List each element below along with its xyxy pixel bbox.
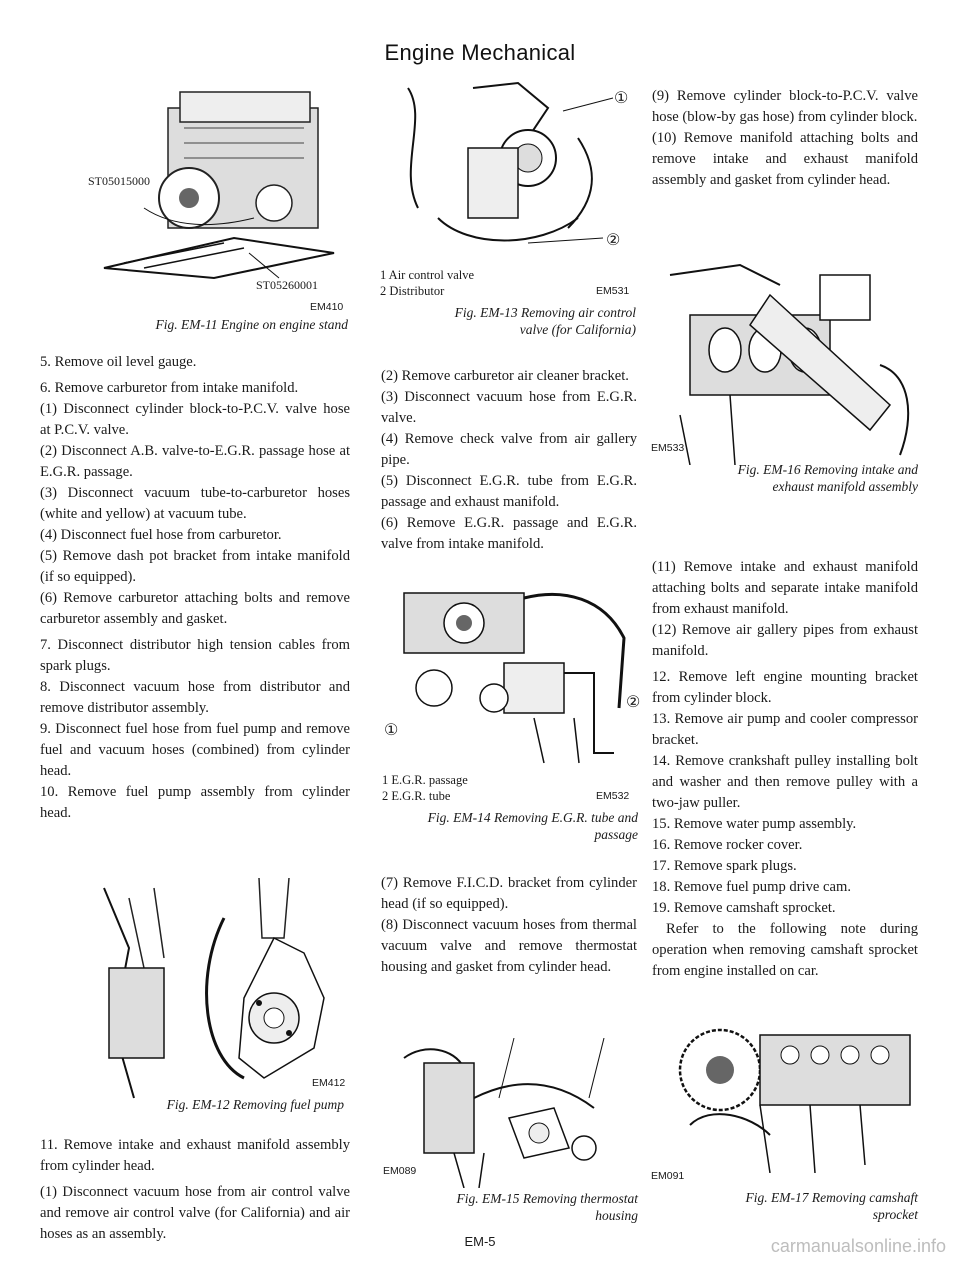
figure-em15-caption-line-2: housing bbox=[595, 1208, 638, 1223]
column-2b-text bbox=[381, 873, 637, 978]
figure-em15-caption-line-1: Fig. EM-15 Removing thermostat bbox=[456, 1191, 638, 1206]
text-paragraph: (4) Remove check valve from air gallery pipe. bbox=[381, 431, 637, 468]
text-paragraph: 10. Remove fuel pump assembly from cylinder head. bbox=[40, 784, 350, 821]
figure-em13-legend bbox=[380, 267, 560, 299]
text-paragraph: 14. Remove crankshaft pulley installing bolt and washer and then remove pulley with a two-jaw puller. bbox=[652, 753, 918, 811]
figure-em16-code: EM533 bbox=[651, 442, 685, 454]
figure-em12-image bbox=[84, 878, 340, 1103]
text-paragraph: 13. Remove air pump and cooler compressor bracket. bbox=[652, 711, 918, 748]
figure-em11-code: EM410 bbox=[310, 301, 344, 313]
figure-em17-caption bbox=[662, 1189, 918, 1223]
text-paragraph: 12. Remove left engine mounting bracket from cylinder block. bbox=[652, 669, 918, 706]
column-2a-text bbox=[381, 366, 637, 555]
figure-em14-legend bbox=[382, 772, 562, 804]
figure-em13-image bbox=[378, 78, 636, 270]
text-paragraph: 9. Disconnect fuel hose from fuel pump and remove fuel and vacuum hoses (combined) from cylinder head. bbox=[40, 721, 350, 779]
text-paragraph: 11. Remove intake and exhaust manifold assembly from cylinder head. bbox=[40, 1137, 350, 1174]
column-1b-text bbox=[40, 1135, 350, 1245]
figure-em15-caption bbox=[382, 1190, 638, 1224]
text-paragraph: 7. Disconnect distributor high tension cables from spark plugs. bbox=[40, 637, 350, 674]
figure-em14-caption-line-2: passage bbox=[594, 827, 638, 842]
figure-em13-code: EM531 bbox=[596, 285, 630, 297]
column-3a-text bbox=[652, 86, 918, 191]
figure-em14-caption-line-1: Fig. EM-14 Removing E.G.R. tube and bbox=[427, 810, 638, 825]
figure-em17-caption-line-2: sprocket bbox=[872, 1207, 918, 1222]
figure-em15-code: EM089 bbox=[383, 1165, 417, 1177]
figure-em13-callout-2: ② bbox=[606, 232, 621, 249]
figure-em14-callout-1: ① bbox=[384, 722, 399, 739]
figure-em11-caption: Fig. EM-11 Engine on engine stand bbox=[155, 317, 348, 332]
figure-em14-image bbox=[384, 578, 640, 768]
figure-em14-callout-2: ② bbox=[626, 694, 641, 711]
text-paragraph: (3) Disconnect vacuum hose from E.G.R. valve. bbox=[381, 389, 637, 426]
figure-em14-legend-item: 1 E.G.R. passage bbox=[382, 773, 468, 787]
text-paragraph: (1) Disconnect vacuum hose from air control valve and remove air control valve (for California) and air hoses as an assembly. bbox=[40, 1184, 350, 1242]
text-paragraph: (6) Remove E.G.R. passage and E.G.R. valve from intake manifold. bbox=[381, 515, 637, 552]
text-paragraph: 18. Remove fuel pump drive cam. bbox=[652, 879, 851, 895]
figure-em14-code: EM532 bbox=[596, 790, 630, 802]
figure-em13-callout-1: ① bbox=[614, 90, 629, 107]
text-paragraph: 19. Remove camshaft sprocket. bbox=[652, 900, 836, 916]
figure-em17-image bbox=[660, 1015, 922, 1173]
text-paragraph: (7) Remove F.I.C.D. bracket from cylinder head (if so equipped). bbox=[381, 875, 637, 912]
figure-em17-code: EM091 bbox=[651, 1170, 685, 1182]
text-paragraph: (4) Disconnect fuel hose from carburetor. bbox=[40, 527, 282, 543]
text-paragraph: (2) Remove carburetor air cleaner bracket. bbox=[381, 368, 629, 384]
figure-em11-label-a: ST05015000 bbox=[88, 174, 151, 188]
text-paragraph: 5. Remove oil level gauge. bbox=[40, 354, 197, 370]
figure-em13-caption-line-2: valve (for California) bbox=[519, 322, 636, 337]
text-paragraph: (10) Remove manifold attaching bolts and remove intake and exhaust manifold assembly and gasket from cylinder head. bbox=[652, 130, 918, 188]
text-paragraph: 6. Remove carburetor from intake manifold. bbox=[40, 380, 299, 396]
text-paragraph: (9) Remove cylinder block-to-P.C.V. valve hose (blow-by gas hose) from cylinder block. bbox=[652, 88, 918, 125]
figure-em12-code: EM412 bbox=[312, 1077, 346, 1089]
figure-em11-label-b: ST05260001 bbox=[256, 278, 319, 292]
figure-em17-caption-line-1: Fig. EM-17 Removing camshaft bbox=[745, 1190, 918, 1205]
text-paragraph: (8) Disconnect vacuum hoses from thermal vacuum valve and remove thermostat housing and gasket from cylinder head. bbox=[381, 917, 637, 975]
figure-em14-caption bbox=[382, 809, 638, 843]
page-number: EM-5 bbox=[464, 1234, 496, 1249]
figure-em13-caption-line-1: Fig. EM-13 Removing air control bbox=[454, 305, 636, 320]
figure-em16-image bbox=[660, 255, 922, 465]
text-paragraph: (5) Remove dash pot bracket from intake manifold (if so equipped). bbox=[40, 548, 350, 585]
text-paragraph: 15. Remove water pump assembly. bbox=[652, 816, 857, 832]
text-paragraph: (3) Disconnect vacuum tube-to-carburetor hoses (white and yellow) at vacuum tube. bbox=[40, 485, 350, 522]
column-3b-text bbox=[652, 557, 918, 982]
text-paragraph: Refer to the following note during operation when removing camshaft sprocket from engine installed on car. bbox=[652, 921, 918, 979]
figure-em16-caption bbox=[660, 461, 918, 495]
text-paragraph: 8. Disconnect vacuum hose from distributor and remove distributor assembly. bbox=[40, 679, 350, 716]
page-header: Engine Mechanical bbox=[384, 40, 576, 65]
text-paragraph: (11) Remove intake and exhaust manifold attaching bolts and separate intake manifold from exhaust manifold. bbox=[652, 559, 918, 617]
text-paragraph: (5) Disconnect E.G.R. tube from E.G.R. passage and exhaust manifold. bbox=[381, 473, 637, 510]
figure-em13-caption bbox=[380, 304, 636, 338]
figure-em13-legend-item: 2 Distributor bbox=[380, 284, 445, 298]
column-1-text bbox=[40, 352, 350, 824]
text-paragraph: (2) Disconnect A.B. valve-to-E.G.R. passage hose at E.G.R. passage. bbox=[40, 443, 350, 480]
figure-em14-legend-item: 2 E.G.R. tube bbox=[382, 789, 451, 803]
text-paragraph: (6) Remove carburetor attaching bolts and remove carburetor assembly and gasket. bbox=[40, 590, 350, 627]
text-paragraph: (12) Remove air gallery pipes from exhaust manifold. bbox=[652, 622, 918, 659]
figure-em16-caption-line-2: exhaust manifold assembly bbox=[772, 479, 918, 494]
figure-em12-caption: Fig. EM-12 Removing fuel pump bbox=[166, 1097, 344, 1112]
figure-em13-legend-item: 1 Air control valve bbox=[380, 268, 475, 282]
text-paragraph: 16. Remove rocker cover. bbox=[652, 837, 803, 853]
watermark: carmanualsonline.info bbox=[770, 1236, 946, 1256]
figure-em15-image bbox=[384, 1038, 638, 1188]
figure-em16-caption-line-1: Fig. EM-16 Removing intake and bbox=[737, 462, 918, 477]
text-paragraph: 17. Remove spark plugs. bbox=[652, 858, 797, 874]
text-paragraph: (1) Disconnect cylinder block-to-P.C.V. valve hose at P.C.V. valve. bbox=[40, 401, 350, 438]
